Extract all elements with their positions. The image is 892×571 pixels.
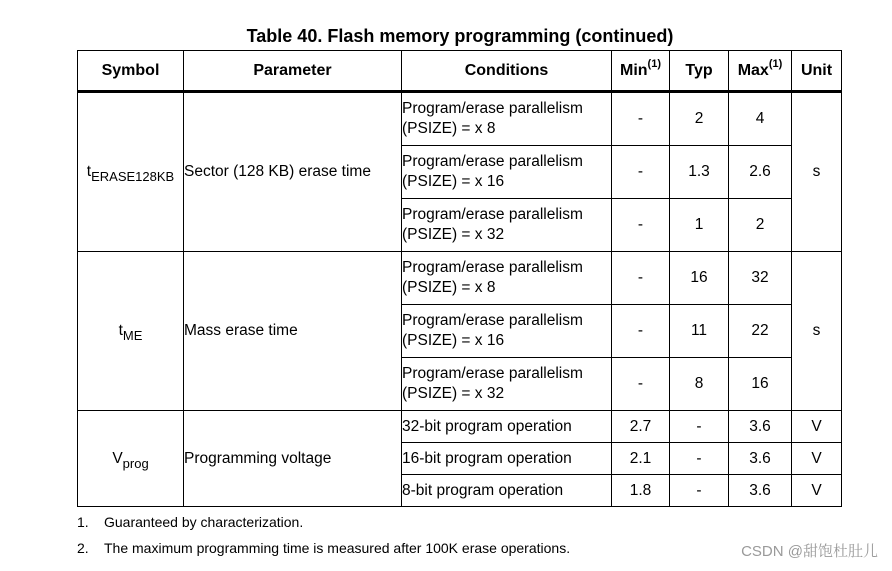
condition-line: (PSIZE) = x 16: [402, 173, 505, 190]
table-title: Table 40. Flash memory programming (continued): [246, 26, 674, 46]
parameter-cell: Sector (128 KB) erase time: [184, 92, 402, 252]
symbol-base: t: [118, 322, 123, 339]
symbol-base: t: [86, 163, 92, 180]
condition-line: Program/erase parallelism: [402, 153, 583, 170]
unit-cell: V: [792, 443, 842, 475]
conditions-cell: 16-bit program operation: [402, 443, 612, 475]
conditions-cell: [402, 146, 612, 199]
header-min-label: Min: [620, 61, 648, 79]
condition-line: Program/erase parallelism: [402, 259, 583, 276]
symbol-cell: [78, 411, 184, 507]
typ-cell: -: [670, 443, 729, 475]
header-parameter: Parameter: [184, 51, 402, 92]
flash-programming-table: [77, 50, 842, 507]
header-min: [612, 51, 670, 92]
parameter-cell: Programming voltage: [184, 411, 402, 507]
table-row: [78, 252, 842, 305]
typ-cell: 8: [670, 358, 729, 411]
condition-line: Program/erase parallelism: [402, 100, 583, 117]
header-typ: Typ: [670, 51, 729, 92]
typ-cell: 2: [670, 92, 729, 146]
min-cell: -: [612, 252, 670, 305]
max-cell: 3.6: [729, 475, 792, 507]
typ-cell: 11: [670, 305, 729, 358]
unit-cell: s: [792, 92, 842, 252]
typ-cell: 1.3: [670, 146, 729, 199]
unit-cell: s: [792, 252, 842, 411]
condition-line: (PSIZE) = x 32: [402, 385, 505, 402]
header-unit: Unit: [792, 51, 842, 92]
max-cell: 2.6: [729, 146, 792, 199]
conditions-cell: [402, 92, 612, 146]
footnote: [77, 540, 570, 556]
condition-line: Program/erase parallelism: [402, 312, 583, 329]
footnote-text: Guaranteed by characterization.: [104, 514, 304, 530]
symbol-subscript: ERASE128KB: [91, 169, 175, 184]
header-max-label: Max: [737, 61, 769, 79]
max-cell: 3.6: [729, 411, 792, 443]
conditions-cell: [402, 305, 612, 358]
symbol-cell: [78, 252, 184, 411]
max-cell: 22: [729, 305, 792, 358]
min-cell: -: [612, 305, 670, 358]
condition-line: (PSIZE) = x 16: [402, 332, 505, 349]
condition-line: (PSIZE) = x 8: [402, 120, 496, 137]
footnote-text: The maximum programming time is measured after 100K erase operations.: [104, 540, 571, 556]
header-symbol: Symbol: [78, 51, 184, 92]
min-cell: -: [612, 146, 670, 199]
condition-line: (PSIZE) = x 32: [402, 226, 505, 243]
max-cell: 3.6: [729, 443, 792, 475]
min-cell: 2.1: [612, 443, 670, 475]
typ-cell: 16: [670, 252, 729, 305]
symbol-cell: [78, 92, 184, 252]
footnote: [77, 514, 303, 530]
conditions-cell: [402, 199, 612, 252]
conditions-cell: 8-bit program operation: [402, 475, 612, 507]
symbol-subscript: prog: [122, 455, 149, 471]
min-cell: -: [612, 199, 670, 252]
header-row: [78, 51, 842, 92]
typ-cell: 1: [670, 199, 729, 252]
typ-cell: -: [670, 475, 729, 507]
condition-line: (PSIZE) = x 8: [402, 279, 496, 296]
table-row: [78, 92, 842, 146]
table-row: [78, 411, 842, 443]
max-cell: 4: [729, 92, 792, 146]
footnote-number: 2.: [77, 540, 89, 556]
unit-cell: V: [792, 475, 842, 507]
max-cell: 16: [729, 358, 792, 411]
min-cell: 1.8: [612, 475, 670, 507]
max-cell: 32: [729, 252, 792, 305]
conditions-cell: 32-bit program operation: [402, 411, 612, 443]
condition-line: Program/erase parallelism: [402, 365, 583, 382]
condition-line: Program/erase parallelism: [402, 206, 583, 223]
conditions-cell: [402, 252, 612, 305]
unit-cell: V: [792, 411, 842, 443]
footnote-number: 1.: [77, 514, 89, 530]
min-cell: -: [612, 358, 670, 411]
header-max: [729, 51, 792, 92]
header-min-footnote-ref: (1): [647, 57, 661, 70]
typ-cell: -: [670, 411, 729, 443]
symbol-subscript: ME: [122, 328, 143, 343]
symbol-base: V: [112, 449, 123, 467]
watermark: CSDN @甜饱杜肚儿: [741, 543, 878, 560]
min-cell: -: [612, 92, 670, 146]
header-max-footnote-ref: (1): [768, 57, 783, 70]
parameter-cell: Mass erase time: [184, 252, 402, 411]
min-cell: 2.7: [612, 411, 670, 443]
conditions-cell: [402, 358, 612, 411]
header-conditions: Conditions: [402, 51, 612, 92]
max-cell: 2: [729, 199, 792, 252]
